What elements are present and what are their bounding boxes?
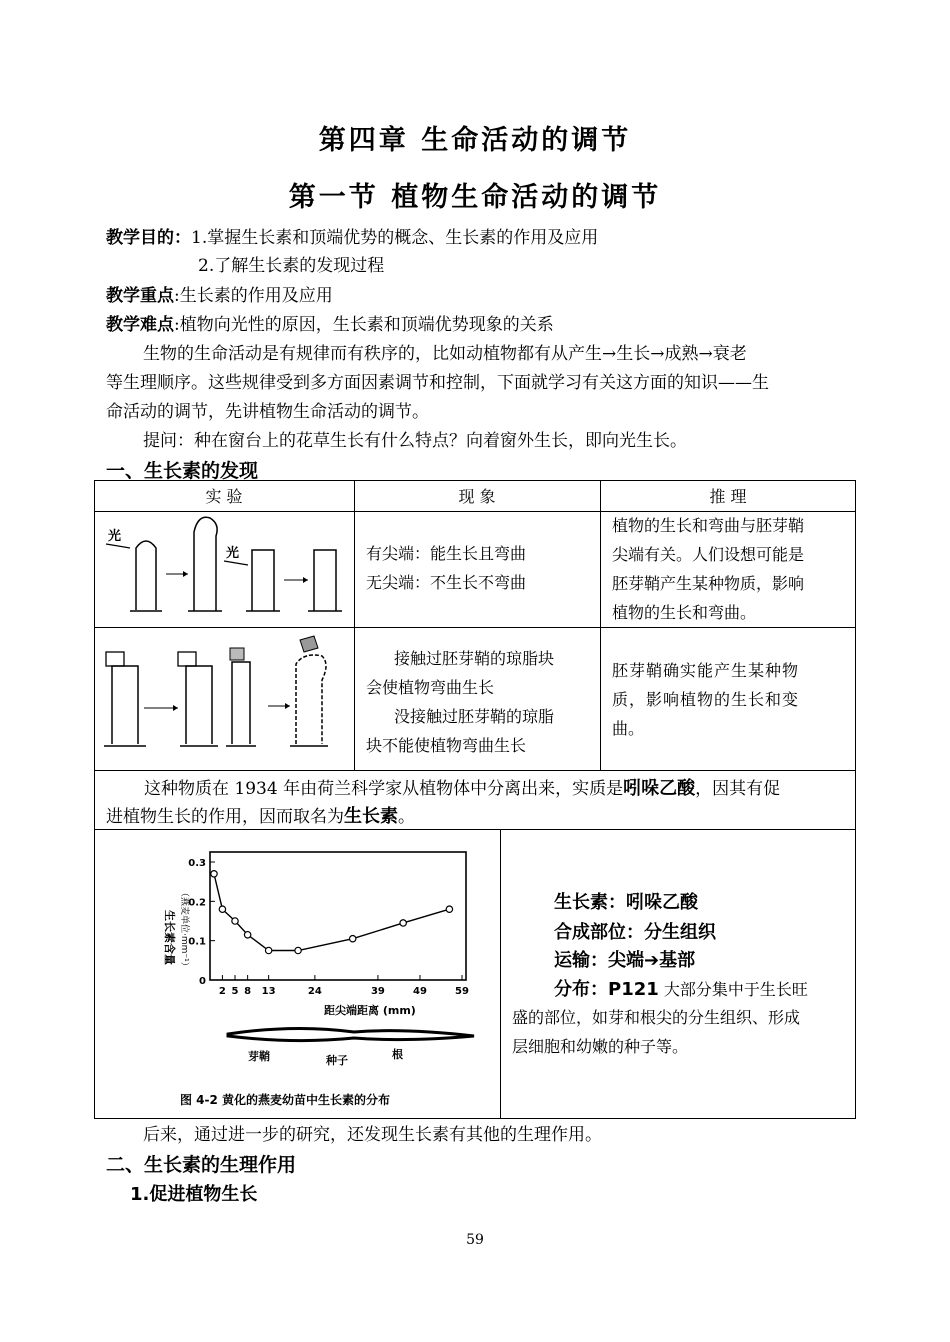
row2-phenomenon-3: 没接触过胚芽鞘的琼脂 <box>394 707 555 726</box>
header-experiment: 实 验 <box>205 487 243 506</box>
row3-line1 <box>144 774 780 804</box>
x-tick-label: 24 <box>307 986 322 997</box>
part2-heading: 二、生长素的生理作用 <box>106 1154 297 1176</box>
row3-post1: ，因其有促 <box>695 779 781 799</box>
discovery-table <box>94 480 856 1119</box>
light-label-1: 光 <box>108 529 122 544</box>
intro-line3: 命活动的调节，先讲植物生命活动的调节。 <box>106 402 429 422</box>
x-tick-label: 59 <box>455 986 469 997</box>
chart-ylabel2: （燕麦单位·mm⁻¹） <box>179 888 189 971</box>
objective-1: 1.掌握生长素和顶端优势的概念、生长素的作用及应用 <box>191 228 599 248</box>
intro-line2: 等生理顺序。这些规律受到多方面因素调节和控制，下面就学习有关这方面的知识——生 <box>106 373 769 393</box>
distribution-label: 分布：P121 <box>554 979 659 1000</box>
data-point <box>244 932 250 938</box>
objectives-label: 教学目的： <box>106 228 191 248</box>
part1-heading: 一、生长素的发现 <box>106 460 259 482</box>
distribution-line2: 盛的部位，如芽和根尖的分生组织、形成 <box>512 1008 801 1027</box>
row3-line2 <box>106 802 415 832</box>
x-tick-label: 8 <box>244 986 252 997</box>
x-tick-label: 13 <box>261 986 276 997</box>
distribution-line1 <box>554 975 808 1004</box>
row3-pre2: 进植物生长的作用，因而取名为 <box>106 807 344 827</box>
row2-phenomenon-2: 会使植物弯曲生长 <box>366 678 495 697</box>
light-label-2: 光 <box>226 546 240 561</box>
page-number: 59 <box>466 1232 484 1248</box>
chart-xlabel: 距尖端距离 (mm) <box>324 1004 416 1017</box>
data-point <box>232 918 238 924</box>
synthesis-site: 合成部位：分生组织 <box>554 922 716 943</box>
data-point <box>295 947 301 953</box>
chapter-title: 第四章 生命活动的调节 <box>318 125 632 156</box>
label-root: 根 <box>392 1048 403 1061</box>
row3-bold1: 吲哚乙酸 <box>623 778 696 799</box>
objective-2: 2.了解生长素的发现过程 <box>198 256 385 276</box>
series-line <box>214 874 449 951</box>
transport: 运输：尖端➔基部 <box>554 950 696 971</box>
intro-question: 提问：种在窗台上的花草生长有什么特点？向着窗外生长，即向光生长。 <box>143 431 687 451</box>
x-tick-label: 2 <box>218 986 226 997</box>
section-title: 第一节 植物生命活动的调节 <box>288 182 662 213</box>
data-point <box>350 936 356 942</box>
row3-pre1: 这种物质在 1934 年由荷兰科学家从植物体中分离出来，实质是 <box>144 779 624 799</box>
objectives-line1 <box>106 224 598 252</box>
y-tick-label: 0 <box>199 976 206 987</box>
row1-inference-3: 胚芽鞘产生某种物质，影响 <box>612 574 805 593</box>
after-text: 后来，通过进一步的研究，还发现生长素有其他的生理作用。 <box>143 1125 602 1145</box>
x-tick-label: 39 <box>370 986 385 997</box>
row1-inference-4: 植物的生长和弯曲。 <box>612 603 757 622</box>
key-points-label: 教学重点 <box>106 286 174 306</box>
difficulty-label: 教学难点 <box>106 315 174 335</box>
chart-ylabel: 生长素含量 <box>163 910 176 965</box>
row2-phenomenon-4: 块不能使植物弯曲生长 <box>366 736 527 755</box>
figure-caption: 图 4-2 黄化的燕麦幼苗中生长素的分布 <box>180 1093 391 1107</box>
label-bud: 芽鞘 <box>248 1050 270 1063</box>
row1-phenomenon-2: 无尖端：不生长不弯曲 <box>366 573 527 592</box>
row1-phenomenon-1: 有尖端：能生长且弯曲 <box>366 544 527 563</box>
intro-line1: 生物的生命活动是有规律而有秩序的，比如动植物都有从产生→生长→成熟→衰老 <box>143 344 747 364</box>
auxin-distribution-figure <box>144 838 504 1113</box>
part2-subheading: 1.促进植物生长 <box>130 1184 258 1205</box>
difficulty-text: :植物向光性的原因，生长素和顶端优势现象的关系 <box>174 315 554 335</box>
data-point <box>265 947 271 953</box>
auxin-name: 生长素：吲哚乙酸 <box>554 892 698 913</box>
experiment1-diagram <box>100 514 350 624</box>
y-tick-label: 0.3 <box>188 858 206 869</box>
data-point <box>446 906 452 912</box>
y-tick-label: 0.1 <box>188 936 206 948</box>
row1-inference-1: 植物的生长和弯曲与胚芽鞘 <box>612 516 805 535</box>
data-point <box>219 906 225 912</box>
data-point <box>211 871 217 877</box>
x-tick-label: 5 <box>231 986 239 997</box>
experiment2-diagram <box>100 630 350 768</box>
header-inference: 推 理 <box>709 487 747 506</box>
key-points <box>106 282 333 310</box>
key-points-text: :生长素的作用及应用 <box>174 286 333 306</box>
difficulty <box>106 311 554 339</box>
row1-inference-2: 尖端有关。人们设想可能是 <box>612 545 805 564</box>
row2-phenomenon-1: 接触过胚芽鞘的琼脂块 <box>394 649 555 668</box>
row3-post2: 。 <box>398 807 415 827</box>
data-point <box>400 920 406 926</box>
row3-bold2: 生长素 <box>344 806 398 827</box>
label-seed: 种子 <box>326 1054 348 1067</box>
header-phenomenon: 现 象 <box>458 487 496 506</box>
row2-inference-1: 胚芽鞘确实能产生某种物 <box>612 661 800 680</box>
row2-inference-2: 质，影响植物的生长和变 <box>612 690 800 709</box>
distribution-text1: 大部分集中于生长旺 <box>658 980 808 999</box>
distribution-line3: 层细胞和幼嫩的种子等。 <box>512 1037 689 1056</box>
y-tick-label: 0.2 <box>188 897 206 909</box>
row2-inference-3: 曲。 <box>612 719 645 738</box>
x-tick-label: 49 <box>413 986 427 997</box>
